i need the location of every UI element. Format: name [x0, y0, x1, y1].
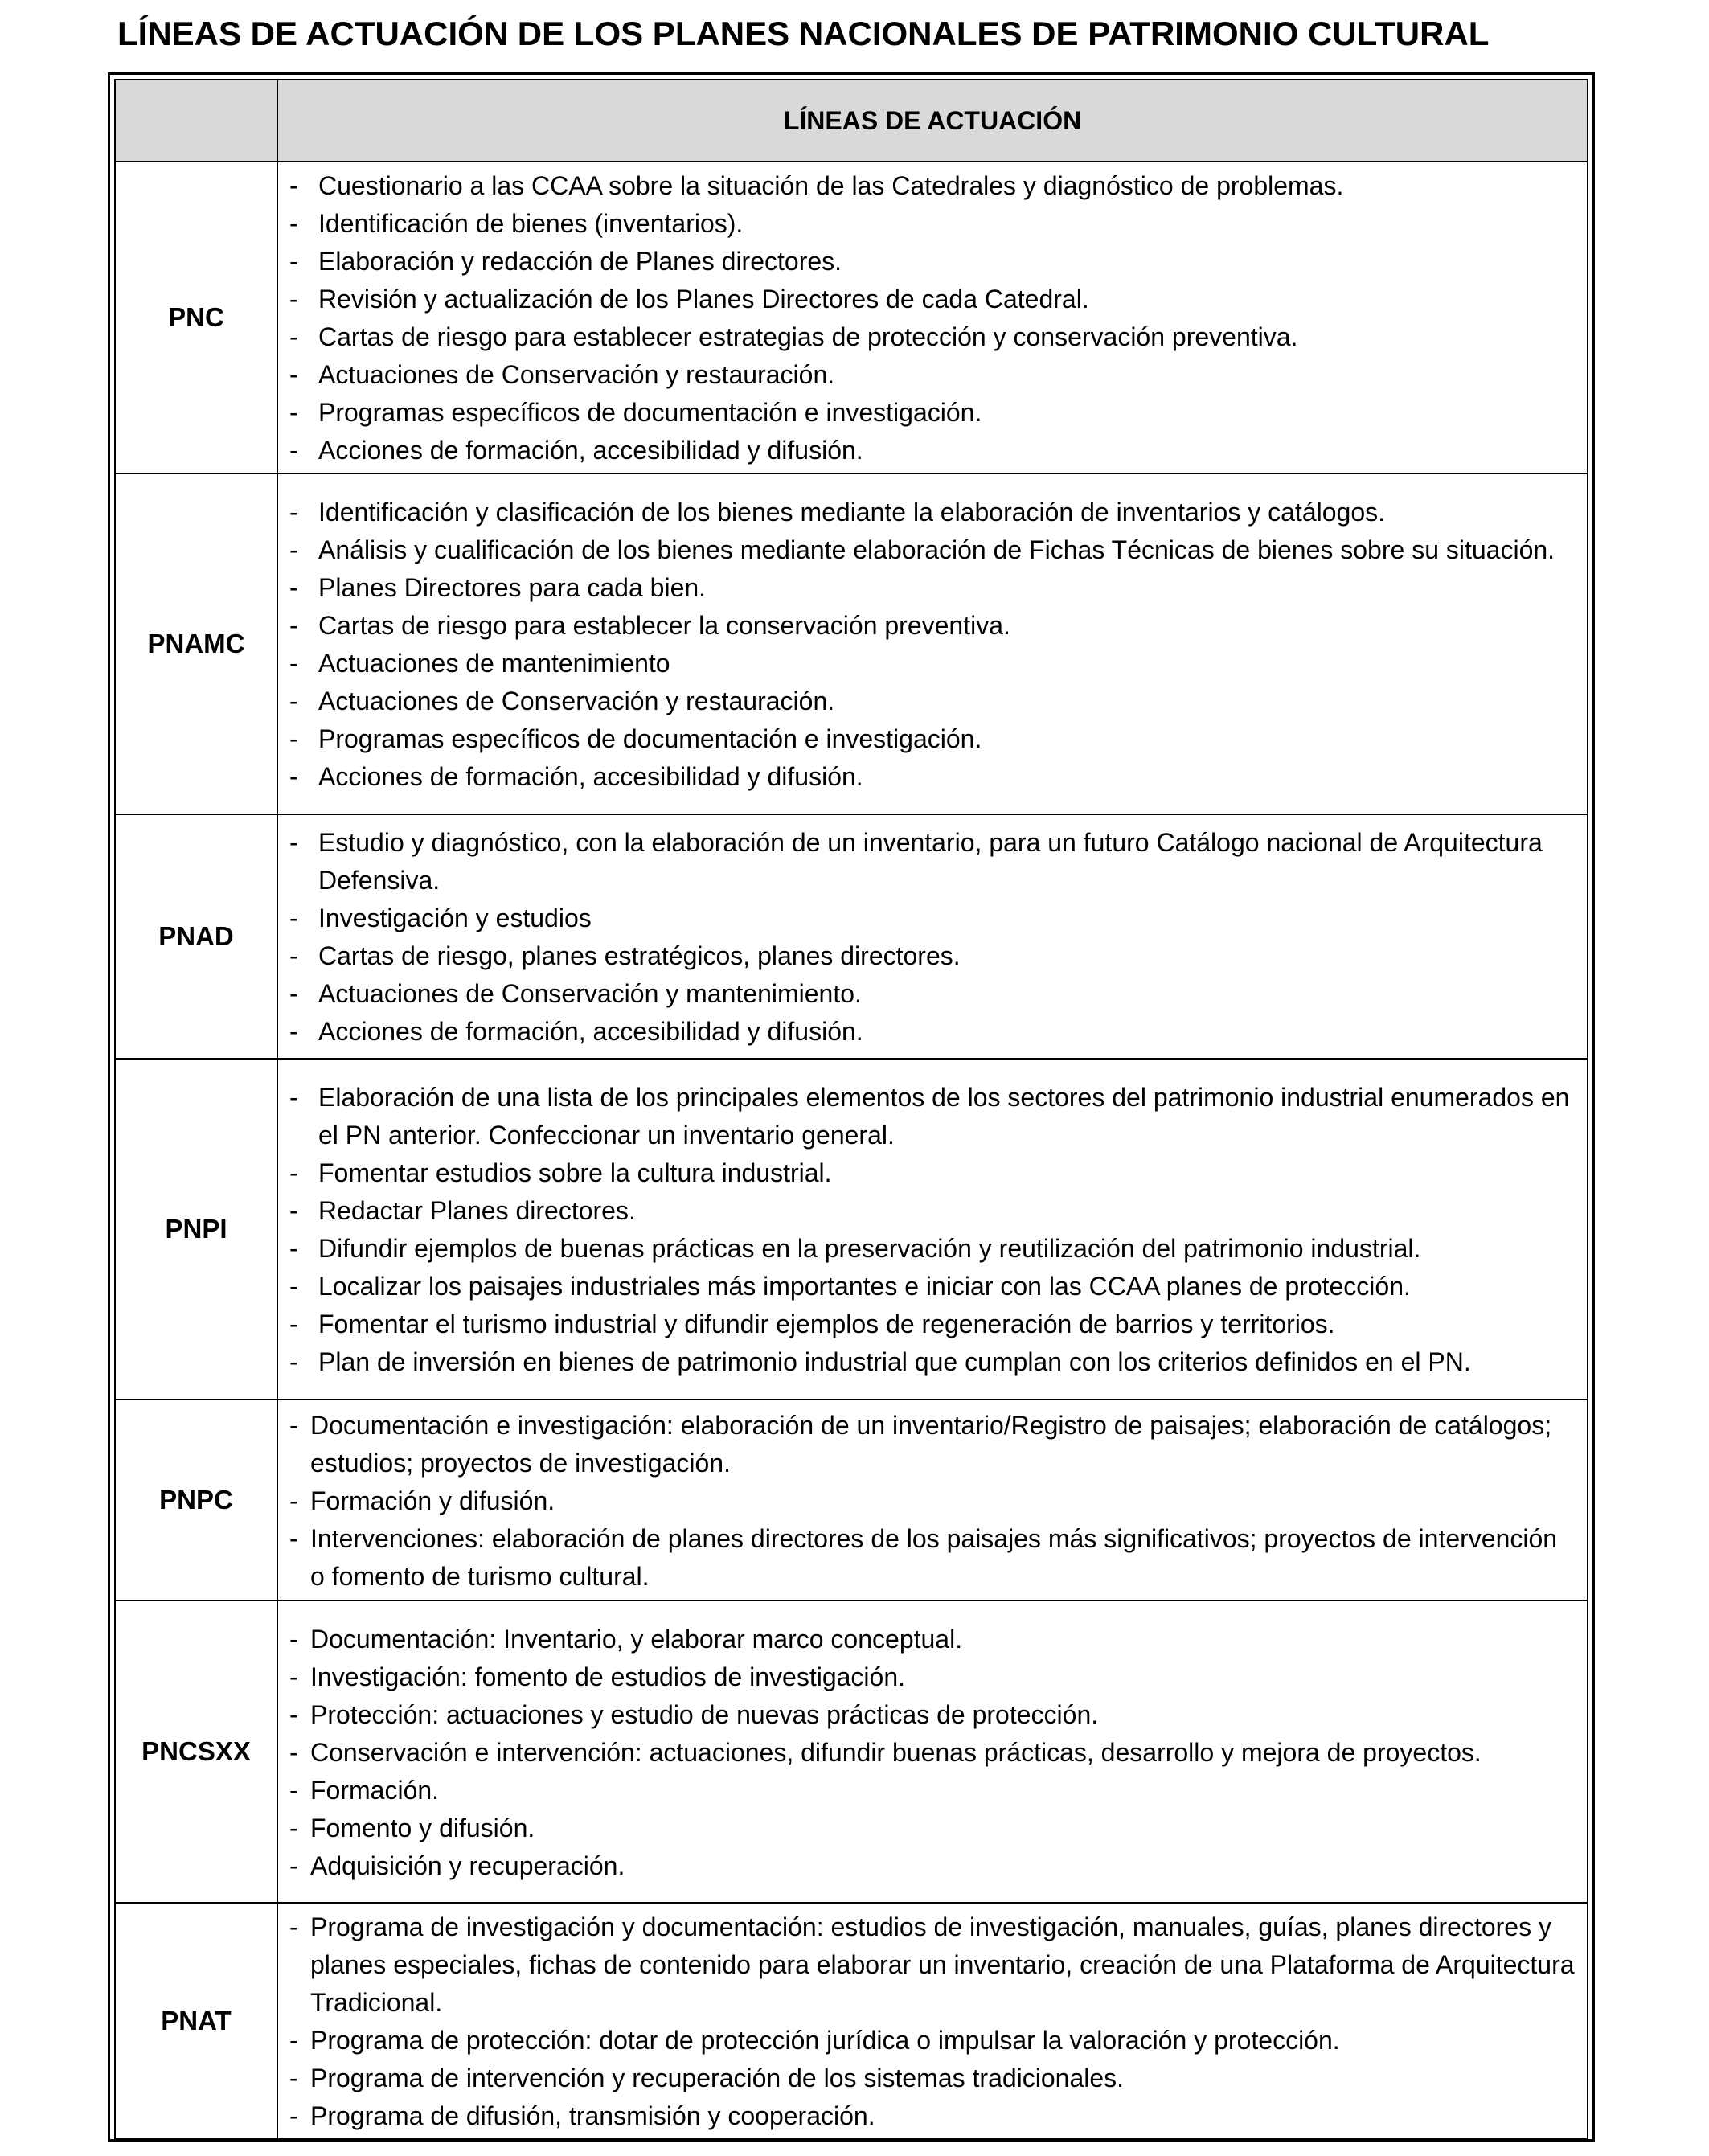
action-item: - Programa de intervención y recuperación de los sistemas tradicionales.: [288, 2060, 1577, 2097]
action-list: [288, 824, 1577, 1051]
action-item: - Cartas de riesgo para establecer estrategias de protección y conservación preventiva.: [288, 318, 1577, 356]
action-item: - Identificación de bienes (inventarios).: [288, 205, 1577, 243]
action-item: - Conservación e intervención: actuaciones, difundir buenas prácticas, desarrollo y mejora de proyectos.: [288, 1734, 1577, 1772]
action-item: - Programas específicos de documentación e investigación.: [288, 394, 1577, 432]
action-item: - Actuaciones de Conservación y restauración.: [288, 356, 1577, 394]
action-item: - Protección: actuaciones y estudio de nuevas prácticas de protección.: [288, 1696, 1577, 1734]
action-list: [288, 1079, 1577, 1381]
header-lineas-de-actuacion: LÍNEAS DE ACTUACIÓN: [277, 80, 1588, 162]
action-item: - Formación.: [288, 1772, 1577, 1810]
action-item: - Acciones de formación, accesibilidad y difusión.: [288, 1013, 1577, 1051]
action-item: - Acciones de formación, accesibilidad y difusión.: [288, 758, 1577, 796]
action-item: - Actuaciones de Conservación y restauración.: [288, 682, 1577, 720]
action-item: - Análisis y cualificación de los bienes mediante elaboración de Fichas Técnicas de bienes sobre su situación.: [288, 531, 1577, 569]
action-list: [288, 1908, 1577, 2135]
action-item: - Programa de investigación y documentación: estudios de investigación, manuales, guías, planes directores y planes especiales, fichas de contenido para elaborar un inventario, creación de una Plataforma de Arquitectura Tradicional.: [288, 1908, 1577, 2022]
plan-actions: [277, 1059, 1588, 1400]
action-item: - Plan de inversión en bienes de patrimonio industrial que cumplan con los criterios definidos en el PN.: [288, 1343, 1577, 1381]
action-item: - Cartas de riesgo para establecer la conservación preventiva.: [288, 607, 1577, 645]
action-item: - Programas específicos de documentación e investigación.: [288, 720, 1577, 758]
action-list: [288, 1621, 1577, 1885]
action-item: - Investigación: fomento de estudios de investigación.: [288, 1658, 1577, 1696]
action-item: - Planes Directores para cada bien.: [288, 569, 1577, 607]
action-item: - Identificación y clasificación de los bienes mediante la elaboración de inventarios y catálogos.: [288, 494, 1577, 531]
plan-actions: [277, 1601, 1588, 1903]
table-row: [115, 1601, 1588, 1903]
plans-table: [114, 79, 1588, 2140]
action-list: [288, 494, 1577, 796]
action-item: - Actuaciones de Conservación y mantenimiento.: [288, 975, 1577, 1013]
table-header-row: [115, 80, 1588, 162]
plan-code: PNC: [115, 162, 277, 473]
action-item: - Documentación: Inventario, y elaborar marco conceptual.: [288, 1621, 1577, 1658]
action-item: - Fomento y difusión.: [288, 1810, 1577, 1847]
action-item: - Fomentar el turismo industrial y difundir ejemplos de regeneración de barrios y territorios.: [288, 1305, 1577, 1343]
action-item: - Localizar los paisajes industriales más importantes e iniciar con las CCAA planes de protección.: [288, 1268, 1577, 1305]
table-row: [115, 162, 1588, 473]
action-item: - Documentación e investigación: elaboración de un inventario/Registro de paisajes; elaboración de catálogos; estudios; proyectos de investigación.: [288, 1407, 1577, 1482]
action-list: [288, 167, 1577, 469]
plan-actions: [277, 1903, 1588, 2139]
plan-actions: [277, 162, 1588, 473]
plan-actions: [277, 473, 1588, 814]
table-row: [115, 814, 1588, 1059]
plan-actions: [277, 814, 1588, 1059]
action-item: - Redactar Planes directores.: [288, 1192, 1577, 1230]
action-item: - Cartas de riesgo, planes estratégicos, planes directores.: [288, 937, 1577, 975]
action-item: - Programa de difusión, transmisión y cooperación.: [288, 2097, 1577, 2135]
plan-actions: [277, 1400, 1588, 1601]
plan-code: PNAMC: [115, 473, 277, 814]
action-item: - Elaboración de una lista de los principales elementos de los sectores del patrimonio industrial enumerados en el PN anterior. Confeccionar un inventario general.: [288, 1079, 1577, 1154]
plan-code: PNPI: [115, 1059, 277, 1400]
action-item: - Estudio y diagnóstico, con la elaboración de un inventario, para un futuro Catálogo nacional de Arquitectura Defensiva.: [288, 824, 1577, 900]
plan-code: PNCSXX: [115, 1601, 277, 1903]
action-item: - Fomentar estudios sobre la cultura industrial.: [288, 1154, 1577, 1192]
header-empty-cell: [115, 80, 277, 162]
plans-table-frame: [108, 72, 1595, 2142]
action-item: - Programa de protección: dotar de protección jurídica o impulsar la valoración y protección.: [288, 2022, 1577, 2060]
action-item: - Difundir ejemplos de buenas prácticas en la preservación y reutilización del patrimonio industrial.: [288, 1230, 1577, 1268]
plan-code: PNAT: [115, 1903, 277, 2139]
table-row: [115, 1903, 1588, 2139]
table-row: [115, 1059, 1588, 1400]
action-item: - Revisión y actualización de los Planes Directores de cada Catedral.: [288, 281, 1577, 318]
action-item: - Actuaciones de mantenimiento: [288, 645, 1577, 682]
action-item: - Formación y difusión.: [288, 1482, 1577, 1520]
action-item: - Intervenciones: elaboración de planes directores de los paisajes más significativos; proyectos de intervención o fomento de turismo cultural.: [288, 1520, 1577, 1596]
action-item: - Acciones de formación, accesibilidad y difusión.: [288, 432, 1577, 469]
action-item: - Adquisición y recuperación.: [288, 1847, 1577, 1885]
table-row: [115, 1400, 1588, 1601]
document-title: LÍNEAS DE ACTUACIÓN DE LOS PLANES NACIONALES DE PATRIMONIO CULTURAL: [117, 14, 1490, 52]
action-item: - Elaboración y redacción de Planes directores.: [288, 243, 1577, 281]
action-item: - Cuestionario a las CCAA sobre la situación de las Catedrales y diagnóstico de problemas.: [288, 167, 1577, 205]
action-item: - Investigación y estudios: [288, 900, 1577, 937]
action-list: [288, 1407, 1577, 1596]
plan-code: PNAD: [115, 814, 277, 1059]
table-row: [115, 473, 1588, 814]
plan-code: PNPC: [115, 1400, 277, 1601]
